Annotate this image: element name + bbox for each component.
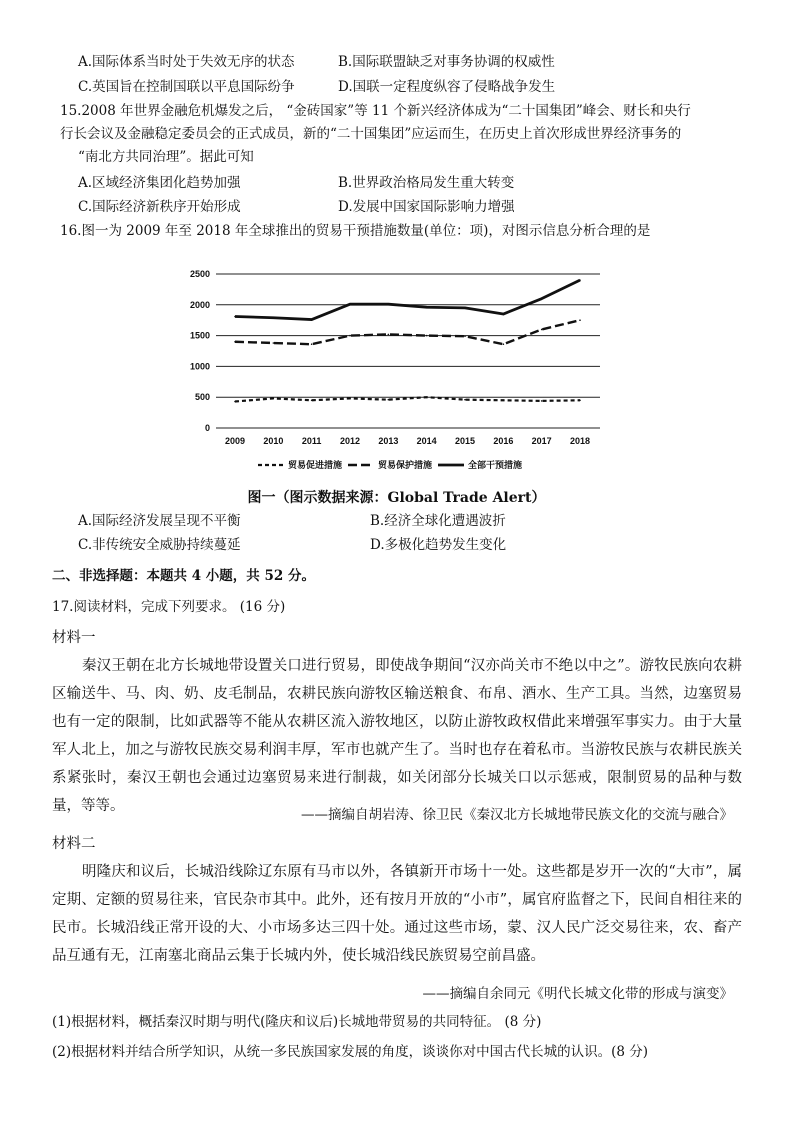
data-point — [579, 399, 581, 401]
figure-caption: 图一（图示数据来源：Global Trade Alert） — [247, 490, 546, 506]
q16-option-c: C.非传统安全威胁持续蔓延 — [78, 537, 241, 553]
legend-label-3: 全部干预措施 — [468, 461, 523, 471]
material-1-text: 秦汉王朝在北方长城地带设置关口进行贸易，即使战争期间“汉亦尚关市不绝以中之”。游牧民族向农耕区输送牛、马、肉、奶、皮毛制品，农耕民族向游牧区输送粮食、布帛、酒水、生产工具。当然，边塞贸易也有一定的限制，比如武器等不能从农耕区流入游牧地区，以防止游牧政权借此来增强军事实力。由于大量军人北上，加之与游牧民族交易利润丰厚，军市也就产生了。当时也存在着私市。当游牧民族与农耕民族关系紧张时，秦汉王朝也会通过边塞贸易来进行制裁，如关闭部分长城关口以示惩戒，限制贸易的品种与数量，等等。 — [52, 658, 742, 814]
material-2-text: 明隆庆和议后，长城沿线除辽东原有马市以外，各镇新开市场十一处。这些都是岁开一次的“大市”，属定期、定额的贸易往来，官民杂市其中。此外，还有按月开放的“小市”，属官府监督之下，民间自相往来的民市。长城沿线正常开设的大、小市场多达三四十处。通过这些市场，蒙、汉人民广泛交易往来，农、畜产品互通有无，江南塞北商品云集于长城内外，使长城沿线民族贸易空前昌盛。 — [52, 864, 742, 964]
q14-option-c: C.英国旨在控制国联以平息国际纷争 — [78, 79, 295, 95]
data-point — [579, 279, 581, 281]
series-line-2 — [235, 320, 580, 344]
section-heading: 二、非选择题：本题共 4 小题，共 52 分。 — [52, 568, 315, 584]
data-point — [541, 329, 543, 331]
material-1-source: ——摘编自胡岩涛、徐卫民《秦汉北方长城地带民族文化的交流与融合》 — [301, 807, 733, 823]
q15-stem-line3: “南北方共同治理”。据此可知 — [78, 149, 254, 165]
data-point — [273, 317, 275, 319]
x-tick-label: 2017 — [531, 436, 552, 446]
series-line-1 — [235, 397, 580, 401]
material-2-title: 材料二 — [52, 836, 96, 852]
data-point — [311, 319, 313, 321]
data-point — [426, 335, 428, 337]
q15-option-a: A.区域经济集团化趋势加强 — [78, 175, 241, 191]
q16-stem: 16.图一为 2009 年至 2018 年全球推出的贸易干预措施数量(单位：项)，对图示信息分析合理的是 — [60, 223, 651, 239]
data-point — [426, 306, 428, 308]
y-tick-label: 1500 — [189, 330, 210, 341]
q16-option-d: D.多极化趋势发生变化 — [370, 537, 507, 553]
x-tick-label: 2011 — [301, 436, 322, 446]
q15-option-b: B.世界政治格局发生重大转变 — [338, 175, 515, 191]
data-point — [503, 399, 505, 401]
x-tick-label: 2018 — [569, 436, 591, 446]
q16-option-a: A.国际经济发展呈现不平衡 — [78, 513, 241, 529]
data-point — [464, 399, 466, 401]
x-tick-label: 2014 — [416, 436, 437, 446]
q15-option-d: D.发展中国家国际影响力增强 — [338, 199, 515, 215]
data-point — [503, 313, 505, 315]
data-point — [388, 303, 390, 305]
material-2-source: ——摘编自余同元《明代长城文化带的形成与演变》 — [422, 986, 733, 1002]
data-point — [273, 398, 275, 400]
x-tick-label: 2012 — [339, 436, 361, 446]
q16-option-b: B.经济全球化遭遇波折 — [370, 513, 506, 529]
q17-stem: 17.阅读材料，完成下列要求。 (16 分) — [52, 599, 286, 615]
trade-intervention-chart — [180, 262, 620, 484]
data-point — [541, 298, 543, 300]
y-tick-label: 2500 — [189, 269, 210, 279]
q14-option-a: A.国际体系当时处于失效无序的状态 — [78, 54, 295, 70]
series-line-3 — [235, 280, 580, 319]
y-tick-label: 500 — [194, 392, 210, 403]
data-point — [349, 303, 351, 305]
data-point — [388, 334, 390, 336]
q17-subquestion-1: (1)根据材料，概括秦汉时期与明代(隆庆和议后)长城地带贸易的共同特征。 (8 分) — [52, 1014, 542, 1030]
data-point — [234, 316, 236, 318]
q14-option-d: D.国联一定程度纵容了侵略战争发生 — [338, 79, 556, 95]
x-tick-label: 2015 — [454, 436, 476, 446]
data-point — [541, 400, 543, 402]
data-point — [579, 319, 581, 321]
x-tick-label: 2010 — [263, 436, 284, 446]
data-point — [234, 401, 236, 403]
data-point — [503, 343, 505, 345]
legend-label-2: 贸易保护措施 — [378, 461, 433, 471]
q17-subquestion-2: (2)根据材料并结合所学知识，从统一多民族国家发展的角度，谈谈你对中国古代长城的认识。(8 分) — [52, 1044, 649, 1060]
x-tick-label: 2016 — [493, 436, 514, 446]
data-point — [388, 399, 390, 401]
q15-stem-line1: 15.2008 年世界金融危机爆发之后， “金砖国家”等 11 个新兴经济体成为“二十国集团”峰会、财长和央行 — [60, 103, 691, 119]
y-tick-label: 0 — [204, 423, 210, 433]
q15-stem-line2: 行长会议及金融稳定委员会的正式成员，新的“二十国集团”应运而生，在历史上首次形成世界经济事务的 — [60, 126, 682, 142]
data-point — [311, 399, 313, 401]
data-point — [426, 396, 428, 398]
data-point — [349, 335, 351, 337]
legend-label-1: 贸易促进措施 — [288, 461, 343, 471]
x-tick-label: 2013 — [378, 436, 399, 446]
q15-option-c: C.国际经济新秩序开始形成 — [78, 199, 241, 215]
y-tick-label: 2000 — [189, 299, 210, 310]
material-1-title: 材料一 — [52, 630, 96, 646]
data-point — [349, 398, 351, 400]
data-point — [273, 342, 275, 344]
data-point — [464, 307, 466, 309]
data-point — [311, 343, 313, 345]
data-point — [234, 341, 236, 343]
x-tick-label: 2009 — [224, 436, 246, 446]
data-point — [464, 335, 466, 337]
y-tick-label: 1000 — [189, 361, 210, 372]
q14-option-b: B.国际联盟缺乏对事务协调的权威性 — [338, 54, 555, 70]
